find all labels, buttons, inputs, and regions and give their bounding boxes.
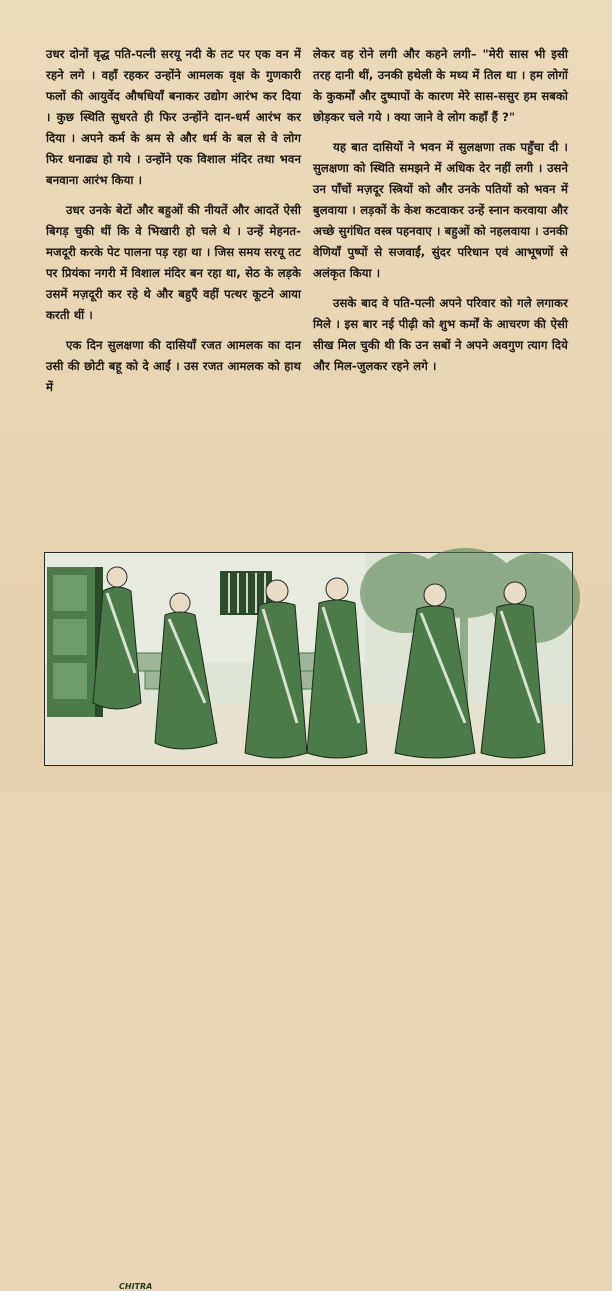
illustration-drawing (45, 553, 572, 765)
story-illustration (44, 552, 573, 1291)
right-paragraph-3: उसके बाद वे पति-पत्नी अपने परिवार को गले लगाकर मिले । इस बार नई पीढ़ी को शुभ कर्मों के आचरण की ऐसी सीख मिल चुकी थी कि उन सबों ने अपने अवगुण त्याग दिये और मिल-जुलकर रहने लगे । (313, 296, 568, 373)
left-column (46, 44, 301, 407)
left-paragraph-2: उधर उनके बेटों और बहुओं की नीयतें और आदतें ऐसी बिगड़ चुकी थीं कि वे भिखारी हो चले थे । उन्हें मेहनत-मजदूरी करके पेट पालना पड़ रहा था । जिस समय सरयू तट पर प्रियंका नगरी में विशाल मंदिर बन रहा था, सेठ के लड़के उसमें मज़दूरी कर रहे थे और बहुएँ वहीं पत्थर कूटने आया करती थीं । (46, 203, 301, 322)
left-paragraph-1: उधर दोनों वृद्ध पति-पत्नी सरयू नदी के तट पर एक वन में रहने लगे । वहाँ रहकर उन्होंने आमलक वृक्ष के गुणकारी फलों की आयुर्वेद औषधियाँ बनाकर उद्योग आरंभ कर दिया । कुछ स्थिति सुधरते ही फिर उन्होंने दान-धर्म आरंभ कर दिया । अपने कर्म के श्रम से और धर्म के बल से वे लोग फिर धनाढ्य हो गये । उन्होंने एक विशाल मंदिर तथा भवन बनवाना आरंभ किया । (46, 47, 301, 187)
right-paragraph-1: लेकर वह रोने लगी और कहने लगी– "मेरी सास भी इसी तरह दानी थीं, उनकी हथेली के मध्य में तिल था । हम लोगों के कुकर्मों और दुष्पापों के कारण मेरे सास-ससुर हम सबको छोड़कर चले गये । क्या जाने वे लोग कहाँ हैं ?" (313, 47, 568, 124)
left-paragraph-3: एक दिन सुलक्षणा की दासियाँ रजत आमलक का दान उसी की छोटी बहू को दे आईं । उस रजत आमलक को हाथ में (46, 338, 301, 394)
right-column (313, 44, 568, 386)
right-paragraph-2: यह बात दासियों ने भवन में सुलक्षणा तक पहुँचा दी । सुलक्षणा को स्थिति समझने में अधिक देर नहीं लगी । उसने उन पाँचों मज़दूर स्त्रियों को और उनके पतियों को भवन में बुलवाया । लड़कों के केश कटवाकर उन्हें स्नान करवाया और अच्छे सुगंधित वस्त्र पहनवाए । बहुओं को नहलवाया । उनकी वेणियाँ पुष्पों से सजवाईं, सुंदर परिधान एवं आभूषणों से अलंकृत किया । (313, 140, 568, 280)
artist-signature: CHITRA (119, 1282, 153, 1291)
